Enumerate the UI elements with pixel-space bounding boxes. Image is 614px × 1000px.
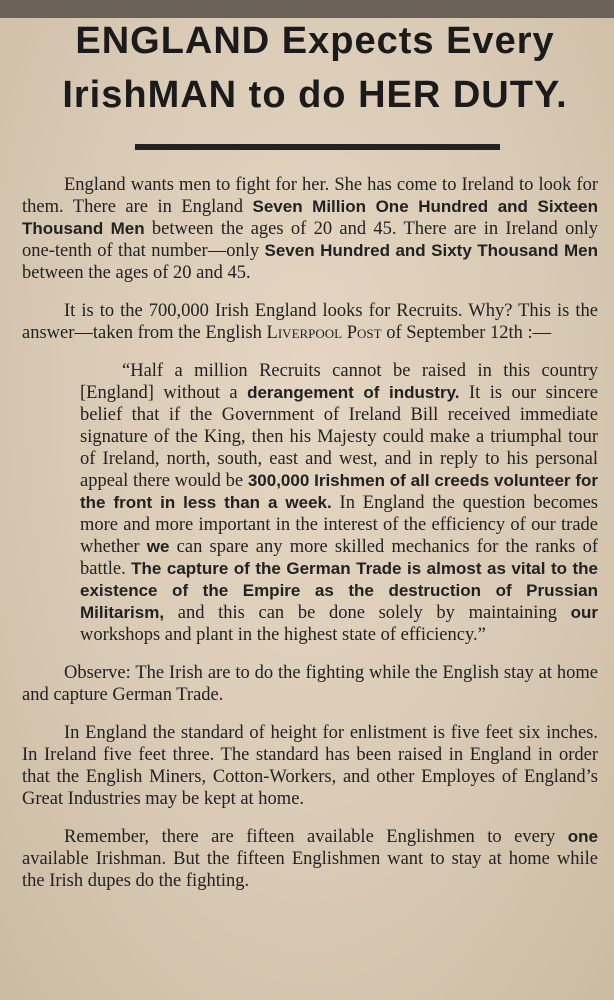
paragraph-2 (22, 300, 598, 344)
p1-bold-2: Seven Hundred and Sixty Thousand Men (264, 241, 598, 260)
paragraph-1 (22, 174, 598, 284)
quote-bold-3: we (146, 537, 170, 556)
title-line-2: IrishMAN to do HER DUTY. (62, 74, 568, 116)
quoted-passage (80, 360, 598, 646)
p5-text-2: available Irishman. But the fifteen Englishmen want to stay at home while the Irish dupes do the fighting. (22, 849, 598, 891)
quote-bold-4: The capture of the German Trade is almost as vital to the existence of the Empire as the destruction of Prussian Militarism, (80, 559, 598, 622)
quote-text-1: “Half a million Recruits cannot be raised in this country [England] without a (80, 361, 598, 403)
p1-text-3: between the ages of 20 and 45. (22, 263, 251, 283)
title-rule (135, 144, 500, 150)
p2-text-2: of September 12th :— (381, 323, 552, 343)
poster-body (22, 174, 598, 908)
paragraph-observe: Observe: The Irish are to do the fighting while the English stay at home and capture German Trade. (22, 663, 598, 705)
p1-bold-1: Seven Million One Hundred and Sixteen Thousand Men (22, 197, 598, 238)
p5-bold-1: one (567, 827, 598, 846)
quote-text-4: can spare any more skilled mechanics for the ranks of battle. (80, 537, 598, 579)
quote-bold-5: our (570, 603, 598, 622)
paragraph-remember (22, 826, 598, 892)
p1-text-2: between the ages of 20 and 45. There are in Ireland only one-tenth of that number—only (22, 219, 598, 261)
quote-bold-1: derangement of industry. (247, 383, 460, 402)
p2-text-1: It is to the 700,000 Irish England looks for Recruits. Why? This is the answer—taken from the English (22, 301, 598, 343)
p1-text-1: England wants men to fight for her. She has come to Ireland to look for them. There are in England (22, 175, 598, 217)
paragraph-height-standard: In England the standard of height for enlistment is five feet six inches. In Ireland five feet three. The standard has been raised in England in order that the English Miners, Cotton-Workers, and other Employes of England’s Great Industries may be kept at home. (22, 723, 598, 809)
p5-text-1: Remember, there are fifteen available Englishmen to every (64, 827, 568, 847)
poster-title (30, 14, 600, 122)
quote-text-3: In England the question becomes more and more important in the interest of the efficiency of our trade whether (80, 493, 598, 557)
title-line-1: ENGLAND Expects Every (75, 20, 555, 62)
quote-text-5: and this can be done solely by maintaining (164, 603, 571, 623)
quote-bold-2: 300,000 Irishmen of all creeds volunteer for the front in less than a week. (80, 471, 598, 512)
quote-text-6: workshops and plant in the highest state of efficiency.” (80, 625, 486, 645)
quote-text-2: It is our sincere belief that if the Government of Ireland Bill received immediate signature of the King, then his Majesty could make a triumphal tour of Ireland, north, south, east and west, and in reply to his personal appeal there would be (80, 383, 598, 491)
p2-newspaper-name: Liverpool Post (266, 323, 382, 343)
